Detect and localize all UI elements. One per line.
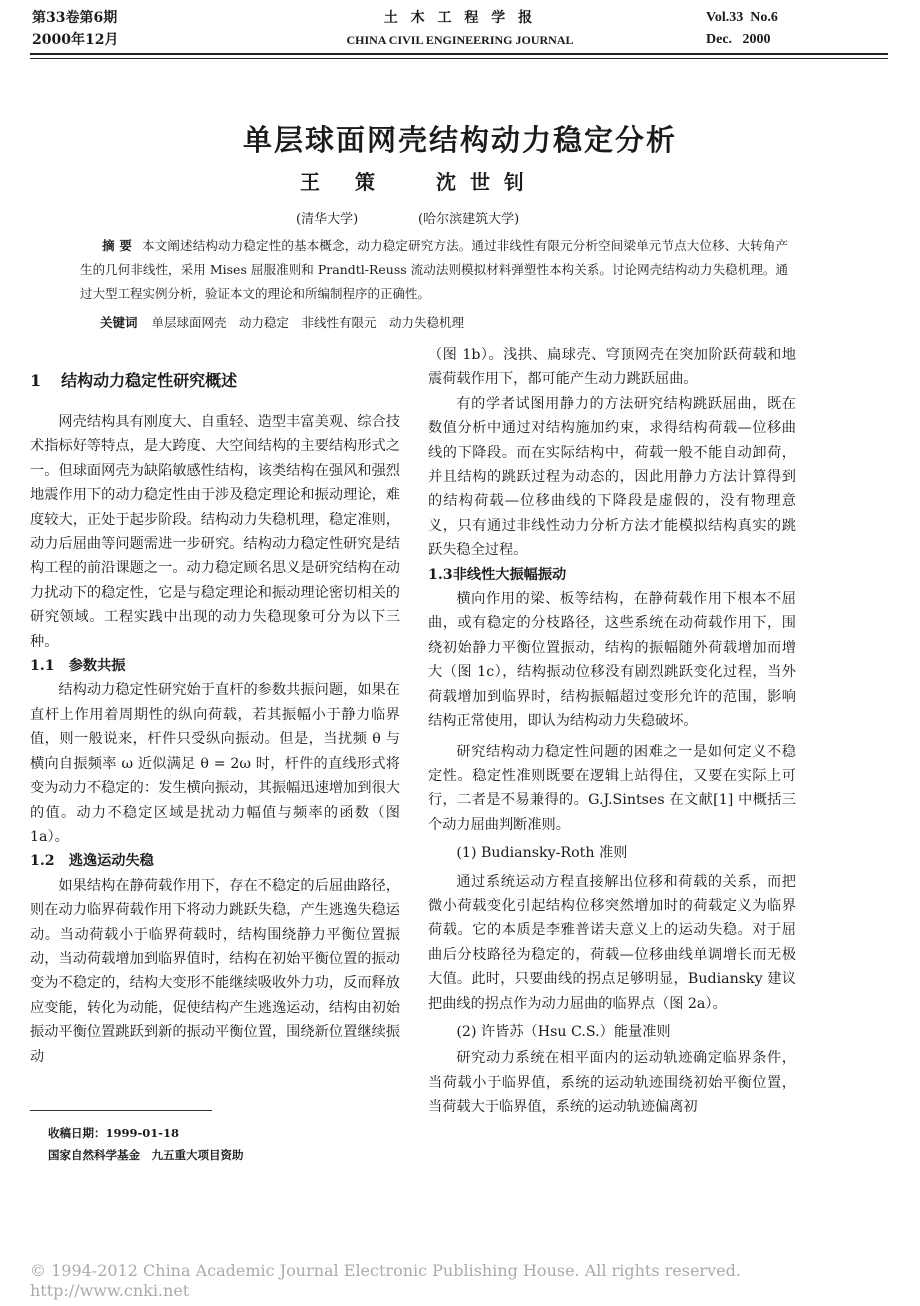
criterion-1-paragraph: 通过系统运动方程直接解出位移和荷载的关系，而把微小荷载变化引起结构位移突然增加时的荷载定义为临界荷载。它的本质是李雅普诺夫意义上的运动失稳。对于屈曲后分枝路径为稳定的，荷载—位移曲线单调增长而无极大值。此时，只要曲线的拐点足够明显，Budiansky 建议把曲线的拐点作为动力屈曲的临界点（图 2a）。 bbox=[428, 873, 796, 1012]
criterion-2-heading: (2) 许皆苏（Hsu C.S.）能量准则 bbox=[456, 1023, 671, 1040]
received-date: 收稿日期：1999-01-18 bbox=[48, 1126, 180, 1140]
paper-title: 单层球面网壳结构动力稳定分析 bbox=[242, 123, 677, 157]
header-journal-en: CHINA CIVIL ENGINEERING JOURNAL bbox=[346, 33, 574, 47]
criterion-2-paragraph: 研究动力系统在相平面内的运动轨迹确定临界条件，当荷载小于临界值，系统的运动轨迹围绕初始平衡位置，当荷载大于临界值，系统的运动轨迹偏离初 bbox=[428, 1050, 796, 1116]
section-1-title: 结构动力稳定性研究概述 bbox=[61, 371, 238, 390]
column-left bbox=[30, 368, 400, 1069]
section-1-heading bbox=[30, 368, 400, 394]
section-1-2-number: 1.2 bbox=[30, 853, 55, 870]
keywords-text: 单层球面网壳 动力稳定 非线性有限元 动力失稳机理 bbox=[151, 315, 465, 330]
affiliation-1: (清华大学) bbox=[296, 212, 359, 227]
section-1-2-paragraph-2: 有的学者试图用静力的方法研究结构跳跃屈曲，既在数值分析中通过对结构施加约束，求得结构荷载—位移曲线的下降段。而在实际结构中，荷载一般不能自动卸荷，并且结构的跳跃过程为动态的，因此用静力方法计算得到的结构荷载—位移曲线的下降段是虚假的，没有物理意义，只有通过非线性动力分析方法才能模拟结构真实的跳跃失稳全过程。 bbox=[428, 395, 796, 559]
column-right bbox=[428, 343, 796, 1120]
section-1-2-paragraph: 如果结构在静荷载作用下，存在不稳定的后屈曲路径，则在动力临界荷载作用下将动力跳跃失稳，产生逃逸失稳运动。当动荷载小于临界荷载时，结构围绕静力平衡位置振动，当动荷载增加到临界值时，结构在初始平衡位置的振动变为不稳定的，结构大变形不能继续吸收外力功，反而释放应变能，转化为动能，促使结构产生逃逸运动，结构由初始振动平衡位置跳跃到新的振动平衡位置，围绕新位置继续振动 bbox=[30, 877, 400, 1065]
copyright-notice: © 1994-2012 China Academic Journal Electronic Publishing House. All rights reserved. http://www.cnki.net bbox=[30, 1261, 763, 1300]
keywords-label: 关键词 bbox=[100, 315, 138, 330]
section-1-3-paragraph-2: 研究结构动力稳定性问题的困难之一是如何定义不稳定性。稳定性准则既要在逻辑上站得住，又要在实际上可行，二者是不易兼得的。G.J.Sintses 在文献[1] 中概括三个动力屈曲判断准则。 bbox=[428, 743, 796, 833]
header-date-en: Dec. 2000 bbox=[706, 32, 771, 47]
header-volume-issue-cn: 第33卷第6期 bbox=[32, 10, 118, 26]
section-1-3-title: 非线性大振幅振动 bbox=[452, 566, 567, 583]
section-1-paragraph: 网壳结构具有刚度大、自重轻、造型丰富美观、综合技术指标好等特点，是大跨度、大空间结构的主要结构形式之一。但球面网壳为缺陷敏感性结构，该类结构在强风和强烈地震作用下的动力稳定性由于涉及稳定理论和振动理论，难度较大，正处于起步阶段。结构动力失稳机理，稳定准则，动力后屈曲等问题需进一步研究。结构动力稳定性研究是结构工程的前沿课题之一。动力稳定顾名思义是研究结构在动力扰动下的稳定性，它是与稳定理论和振动理论密切相关的研究领域。工程实践中出现的动力失稳现象可分为以下三种。 bbox=[30, 414, 400, 650]
author-2: 沈世钊 bbox=[436, 170, 538, 194]
section-1-3-heading bbox=[428, 563, 796, 587]
header-journal-cn: 土 木 工 程 学 报 bbox=[383, 10, 537, 26]
affiliation-2: (哈尔滨建筑大学) bbox=[418, 212, 520, 227]
abstract-text: 本文阐述结构动力稳定性的基本概念，动力稳定研究方法。通过非线性有限元分析空间梁单元节点大位移、大转角产生的几何非线性，采用 Mises 屈服准则和 Prandtl-Reuss 流动法则模拟材料弹塑性本构关系。讨论网壳结构动力失稳机理。通过大型工程实例分析，验证本文的理论和所编制程序的正确性。 bbox=[80, 238, 788, 301]
section-1-3-paragraph: 横向作用的梁、板等结构，在静荷载作用下根本不屈曲，或有稳定的分枝路径，这些系统在动荷载作用下，围绕初始静力平衡位置振动，结构的振幅随外荷载增加而增大（图 1c），结构振动位移没有剧烈跳跃变化过程，当外荷载增加到临界时，结构振幅超过变形允许的范围，影响结构正常使用，即认为结构动力失稳破坏。 bbox=[428, 591, 796, 730]
criterion-1-heading: (1) Budiansky-Roth 准则 bbox=[456, 845, 628, 862]
section-1-2-title: 逃逸运动失稳 bbox=[68, 853, 154, 870]
section-1-1-title: 参数共振 bbox=[68, 658, 126, 675]
footnote bbox=[48, 1122, 244, 1166]
header-date-cn: 2000年12月 bbox=[32, 32, 119, 48]
keywords bbox=[100, 312, 464, 334]
header-volume-issue-en: Vol.33 No.6 bbox=[706, 10, 778, 25]
abstract bbox=[80, 234, 788, 306]
funding-note: 国家自然科学基金 九五重大项目资助 bbox=[48, 1148, 244, 1162]
section-1-3-number: 1.3 bbox=[428, 566, 453, 583]
author-1: 王 策 bbox=[300, 170, 389, 194]
section-1-1-heading bbox=[30, 654, 400, 678]
header-rule-bottom bbox=[30, 58, 888, 59]
footnote-rule bbox=[30, 1110, 212, 1111]
abstract-label: 摘 要 bbox=[102, 238, 133, 253]
section-1-2-heading bbox=[30, 849, 400, 873]
section-1-2-continued: （图 1b）。浅拱、扁球壳、穹顶网壳在突加阶跃荷载和地震荷载作用下，都可能产生动力跳跃屈曲。 bbox=[428, 347, 796, 388]
section-1-1-paragraph: 结构动力稳定性研究始于直杆的参数共振问题，如果在直杆上作用着周期性的纵向荷载，若其振幅小于静力临界值，则一般说来，杆件只受纵向振动。但是，当扰频 θ 与横向自振频率 ω 近似满足 θ = 2ω 时，杆件的直线形式将变为动力不稳定的：发生横向振动，其振幅迅速增加到很大的值。动力不稳定区域是扰动力幅值与频率的函数（图 1a）。 bbox=[30, 682, 400, 845]
section-1-number: 1 bbox=[30, 371, 42, 390]
section-1-1-number: 1.1 bbox=[30, 658, 55, 675]
header-rule-top bbox=[30, 53, 888, 55]
